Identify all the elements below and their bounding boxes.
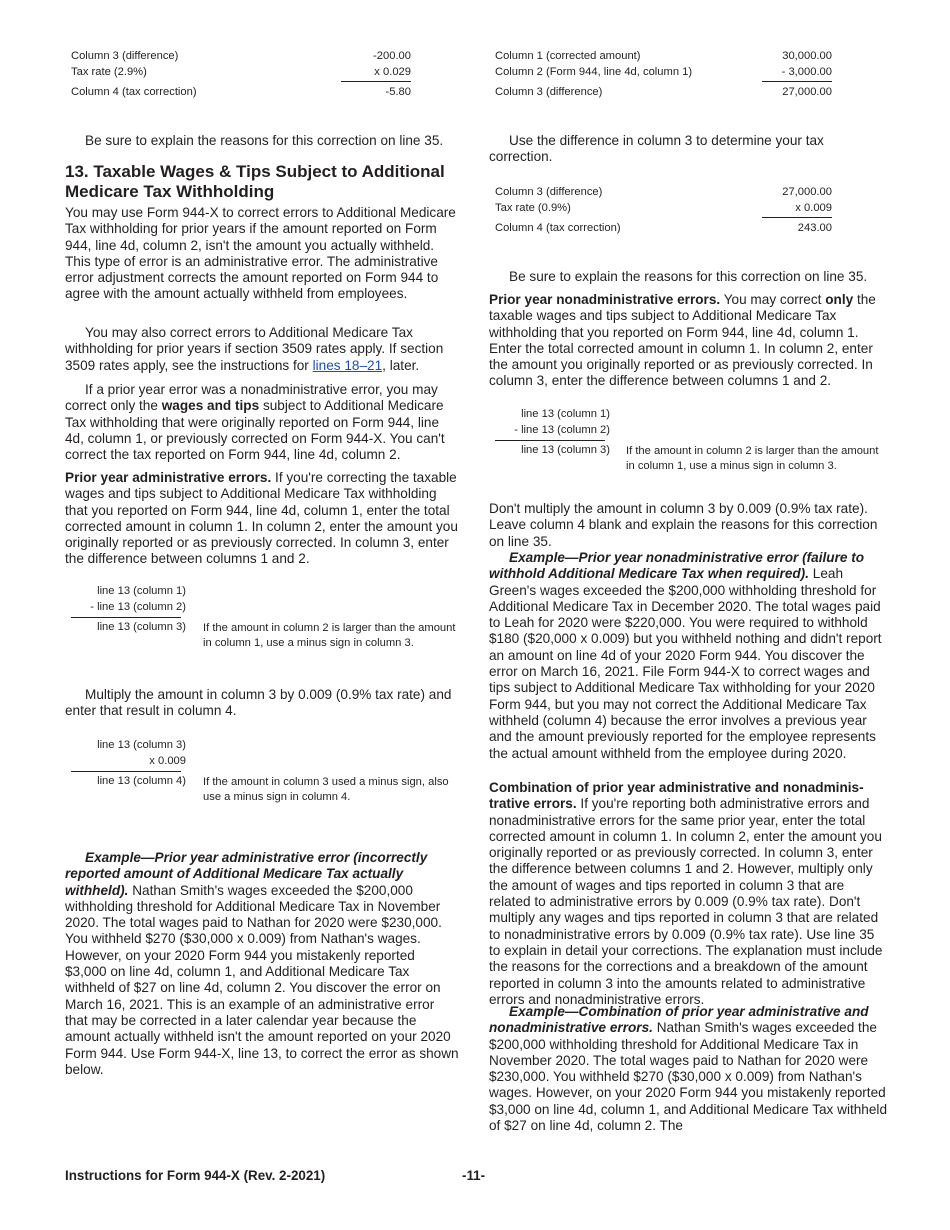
run-in-heading: Prior year administrative errors. bbox=[65, 470, 272, 485]
right-column bbox=[489, 0, 889, 1150]
table-row-label: Column 4 (tax correction) bbox=[71, 86, 197, 98]
text: Nathan Smith's wages exceeded the $200,000 withholding threshold for Additional Medicare Tax in November 2020. The total wages paid to Nathan for 2020 were $230,000. You withheld $270 ($30,000 x 0.009) from Nathan's wages. However, on your 2020 Form 944 you mistakenly reported $3,000 on line 4d, column 1, and Additional Medicare Tax withheld of $27 on line 4d, column 2. The bbox=[489, 1020, 888, 1134]
paragraph bbox=[65, 325, 460, 374]
text: subject to Additional Medicare Tax withholding that were originally reported on Form 944, line 4d, column 1, or previously corrected on Form 944-X. You can't correct the tax reported on Form 944, line 4d, column 2. bbox=[65, 398, 445, 463]
paragraph: You may use Form 944-X to correct errors to Additional Medicare Tax withholding for prior years if the amount reported on Form 944, line 4d, column 2, isn't the amount you actually withheld. This type of error is an administrative error. The administrative error adjustment corrects the amount reported on Form 944 to agree with the amount actually withheld from employees. bbox=[65, 205, 456, 302]
table-row-value: x 0.009 bbox=[795, 202, 832, 214]
calc-line: - line 13 (column 2) bbox=[514, 424, 610, 436]
divider bbox=[71, 617, 181, 618]
page-number: -11- bbox=[462, 1168, 486, 1183]
paragraph bbox=[489, 1004, 889, 1134]
table-row-label: Column 3 (difference) bbox=[495, 186, 603, 198]
run-in-heading: Combination of prior year administrative and nonadminis-trative errors. bbox=[489, 780, 864, 812]
explain-note: Be sure to explain the reasons for this correction on line 35. bbox=[85, 133, 444, 148]
lines-18-21-link[interactable]: lines 18–21 bbox=[312, 357, 383, 373]
bold-text: only bbox=[825, 292, 854, 307]
run-in-heading: Prior year nonadministrative errors. bbox=[489, 292, 721, 307]
paragraph bbox=[65, 470, 460, 568]
text: , later. bbox=[382, 357, 420, 373]
right-table-1 bbox=[495, 49, 832, 101]
table-row-label: Tax rate (0.9%) bbox=[495, 202, 571, 214]
divider bbox=[762, 217, 832, 218]
paragraph bbox=[65, 382, 460, 463]
table-row-label: Column 2 (Form 944, line 4d, column 1) bbox=[495, 66, 693, 78]
calc-line: - line 13 (column 2) bbox=[90, 601, 186, 613]
example-heading: Example—Prior year nonadministrative error (failure to withhold Additional Medicare Tax when required). bbox=[489, 550, 865, 582]
table-row-label: Column 4 (tax correction) bbox=[495, 222, 621, 234]
calc-note: If the amount in column 2 is larger than the amount in column 1, use a minus sign in column 3. bbox=[203, 622, 456, 649]
table-row-value: 30,000.00 bbox=[782, 50, 832, 62]
text: You may also correct errors to Additional Medicare Tax withholding for prior years if section 3509 rates apply. If section 3509 rates apply, see the instructions for bbox=[65, 325, 444, 373]
left-table-1 bbox=[71, 49, 411, 101]
paragraph bbox=[489, 292, 889, 390]
paragraph bbox=[65, 850, 460, 1078]
right-table-2 bbox=[495, 185, 832, 237]
left-calc-1 bbox=[71, 585, 461, 655]
text: If you're reporting both administrative errors and nonadministrative errors for the same prior year, enter the total corrected amount in column 1. In column 2, enter the amount you originally reported or as previously corrected. In column 3, enter the difference between columns 1 and 2. However, multiply only the amount of wages and tips reported in column 3 that are related to administrative errors by 0.009 (0.9% tax rate). Don't multiply any wages and tips reported in column 3 that are related to nonadministrative errors by 0.009 (0.9% tax rate). Use line 35 to explain in detail your corrections. The explanation must include the reasons for the corrections and a breakdown of the amount reported in column 3 into the amounts related to administrative errors and nonadministrative errors. bbox=[489, 796, 883, 1007]
example-heading: Example—Combination of prior year administrative and nonadministrative errors. bbox=[489, 1004, 869, 1036]
divider bbox=[71, 771, 181, 772]
text: Leah Green's wages exceeded the $200,000 withholding threshold for Additional Medicare Tax in December 2020. The total wages paid to Leah for 2020 were $220,000. You were required to withhold $180 ($20,000 x 0.009) but you withheld nothing and didn't report an amount on line 4d of your 2020 Form 944. You discover the error on March 16, 2021. File Form 944-X to correct wages and tips subject to Additional Medicare Tax withholding for your 2020 Form 944, but you may not correct the Additional Medicare Tax withheld (column 4) because the error involves a previous year and the amount previously reported for the employee represents the actual amount withheld from the employee during 2020. bbox=[489, 566, 882, 761]
divider bbox=[341, 81, 411, 82]
example-heading: Example—Prior year administrative error (incorrectly reported amount of Additional Medicare Tax actually withheld). bbox=[65, 850, 428, 898]
table-row-value: 243.00 bbox=[797, 222, 832, 234]
text: If a prior year error was a nonadministrative error, you may correct only the bbox=[65, 382, 438, 414]
calc-line: line 13 (column 3) bbox=[521, 444, 610, 456]
left-column bbox=[65, 0, 460, 1100]
text: the taxable wages and tips subject to Additional Medicare Tax withholding that you reported on Form 944, line 4d, column 1. Enter the total corrected amount in column 1. In column 2, enter the amount you originally reported or as previously corrected. In column 3, enter the difference between columns 1 and 2. bbox=[489, 292, 876, 389]
paragraph bbox=[489, 550, 889, 762]
calc-line: line 13 (column 4) bbox=[97, 775, 186, 787]
table-row-value: -5.80 bbox=[385, 86, 411, 98]
bold-text: wages and tips bbox=[161, 398, 260, 414]
divider bbox=[495, 440, 605, 441]
divider bbox=[762, 81, 832, 82]
paragraph: Multiply the amount in column 3 by 0.009 (0.9% tax rate) and enter that result in column 4. bbox=[65, 687, 452, 719]
table-row-label: Column 3 (difference) bbox=[495, 86, 603, 98]
table-row-value: - 3,000.00 bbox=[781, 66, 832, 78]
table-row-value: -200.00 bbox=[373, 50, 411, 62]
calc-line: line 13 (column 1) bbox=[97, 585, 186, 597]
section-heading: 13. Taxable Wages & Tips Subject to Additional Medicare Tax Withholding bbox=[65, 162, 445, 201]
calc-line: x 0.009 bbox=[149, 755, 186, 767]
table-row-value: 27,000.00 bbox=[782, 86, 832, 98]
calc-note: If the amount in column 3 used a minus sign, also use a minus sign in column 4. bbox=[203, 776, 449, 803]
text: You may correct bbox=[720, 292, 826, 307]
table-row-label: Column 1 (corrected amount) bbox=[495, 50, 641, 62]
calc-note: If the amount in column 2 is larger than the amount in column 1, use a minus sign in column 3. bbox=[626, 445, 879, 472]
right-calc-1 bbox=[495, 408, 889, 478]
paragraph: Don't multiply the amount in column 3 by 0.009 (0.9% tax rate). Leave column 4 blank and explain the reasons for this correction on line 35. bbox=[489, 501, 878, 549]
left-calc-2 bbox=[71, 739, 461, 809]
paragraph: Use the difference in column 3 to determine your tax correction. bbox=[489, 133, 824, 165]
paragraph bbox=[489, 780, 889, 1008]
calc-line: line 13 (column 3) bbox=[97, 739, 186, 751]
text: If you're correcting the taxable wages and tips subject to Additional Medicare Tax withholding that you reported on Form 944, line 4d, column 1, enter the total corrected amount in column 1. In column 2, enter the amount you originally reported or as previously corrected. In column 3, enter the difference between columns 1 and 2. bbox=[65, 470, 458, 567]
explain-note: Be sure to explain the reasons for this correction on line 35. bbox=[509, 269, 868, 284]
table-row-value: 27,000.00 bbox=[782, 186, 832, 198]
table-row-label: Tax rate (2.9%) bbox=[71, 66, 147, 78]
text: Nathan Smith's wages exceeded the $200,000 withholding threshold for Additional Medicare Tax in November 2020. The total wages paid to Nathan for 2020 were $230,000. You withheld $270 ($30,000 x 0.009) from Nathan's wages. However, on your 2020 Form 944 you mistakenly reported $3,000 on line 4d, column 1, and Additional Medicare Tax withheld of $27 on line 4d, column 2. You discover the error on March 16, 2021. This is an example of an administrative error that may be corrected in a later calendar year because the amount actually withheld isn't the amount reported on your 2020 Form 944. Use Form 944-X, line 13, to correct the error as shown below. bbox=[65, 882, 459, 1077]
calc-line: line 13 (column 1) bbox=[521, 408, 610, 420]
table-row-label: Column 3 (difference) bbox=[71, 50, 179, 62]
footer-title: Instructions for Form 944-X (Rev. 2-2021) bbox=[65, 1168, 326, 1183]
calc-line: line 13 (column 3) bbox=[97, 621, 186, 633]
table-row-value: x 0.029 bbox=[374, 66, 411, 78]
